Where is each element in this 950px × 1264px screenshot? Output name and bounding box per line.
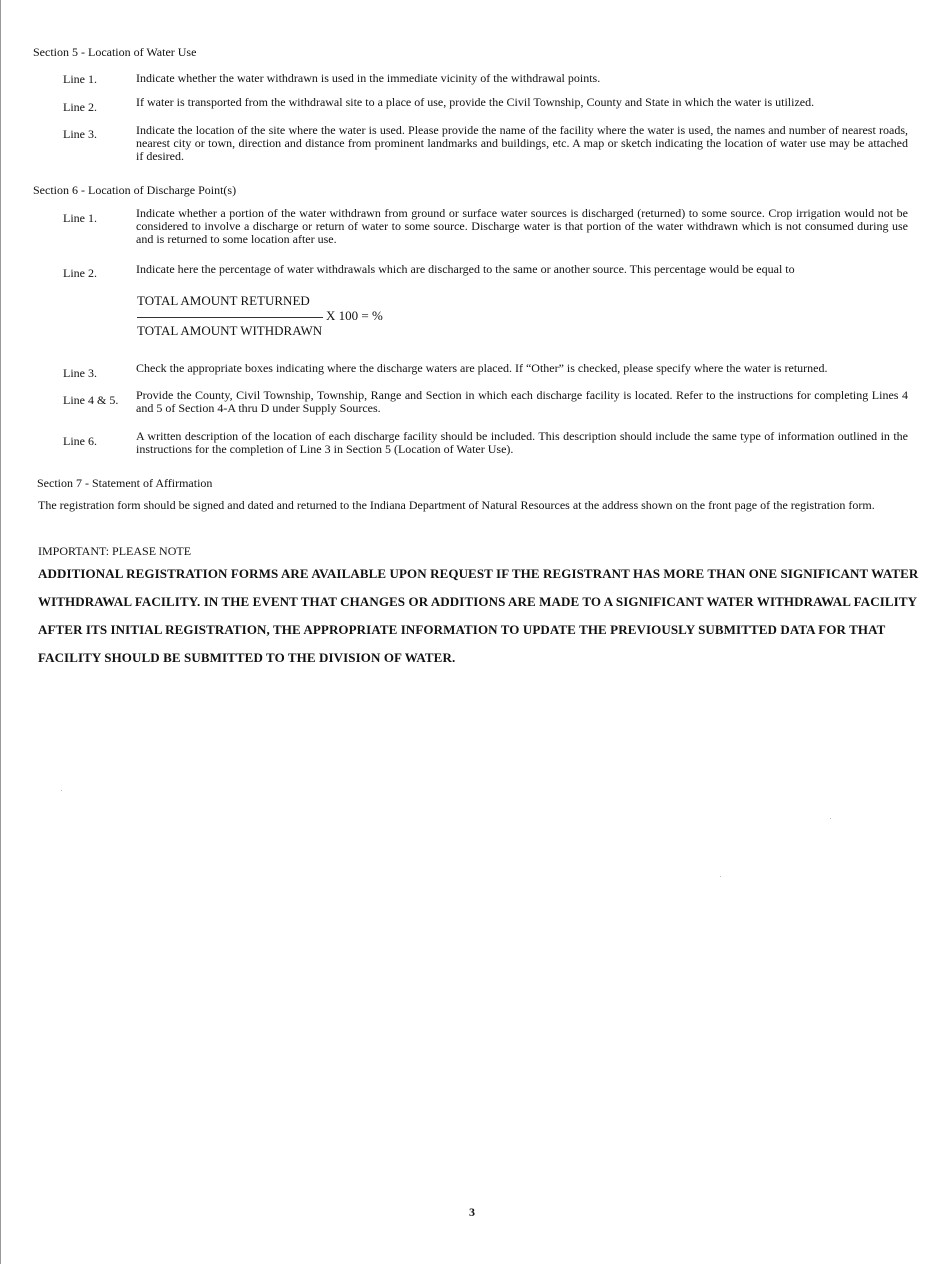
formula-multiplier: X 100 = % xyxy=(326,308,383,323)
s6-line-2-text: Indicate here the percentage of water withdrawals which are discharged to the same or another source. This percentage would be equal to xyxy=(136,262,795,276)
s6-line-2-label: Line 2. xyxy=(63,266,97,280)
important-line-3: AFTER ITS INITIAL REGISTRATION, THE APPROPRIATE INFORMATION TO UPDATE THE PREVIOUSLY SUBMITTED DATA FOR THAT xyxy=(38,622,886,637)
s5-line-2-text: If water is transported from the withdrawal site to a place of use, provide the Civil Township, County and State in which the water is utilized. xyxy=(136,95,815,109)
s5-line-3-text: Indicate the location of the site where the water is used. Please provide the name of the facility where the water is used, the names and number of nearest roads, nearest city or town, direction and distance from prominent landmarks and buildings, etc. A map or sketch indicating the location of water use may be attached if desired. xyxy=(136,123,908,163)
s5-line-3-label: Line 3. xyxy=(63,127,97,141)
s6-line-3-label: Line 3. xyxy=(63,366,97,380)
s6-line-6-label: Line 6. xyxy=(63,434,97,448)
formula-numerator: TOTAL AMOUNT RETURNED xyxy=(137,293,310,308)
important-label: IMPORTANT: PLEASE NOTE xyxy=(38,544,192,558)
formula-denominator: TOTAL AMOUNT WITHDRAWN xyxy=(137,323,323,338)
formula-fraction-bar xyxy=(137,317,323,318)
important-line-1: ADDITIONAL REGISTRATION FORMS ARE AVAILABLE UPON REQUEST IF THE REGISTRANT HAS MORE THAN ONE SIGNIFICANT WATER xyxy=(38,566,919,581)
s5-line-2-label: Line 2. xyxy=(63,100,97,114)
important-line-4: FACILITY SHOULD BE SUBMITTED TO THE DIVISION OF WATER. xyxy=(38,650,456,665)
s6-line-1-label: Line 1. xyxy=(63,211,97,225)
scan-speck xyxy=(61,790,62,791)
s6-line-3-text: Check the appropriate boxes indicating where the discharge waters are placed. If “Other” is checked, please specify where the water is returned. xyxy=(136,361,828,375)
section-7-heading: Section 7 - Statement of Affirmation xyxy=(37,476,213,490)
s6-line-6-text: A written description of the location of each discharge facility should be included. This description should include the same type of information outlined in the instructions for the completion of Line 3 in Section 5 (Location of Water Use). xyxy=(136,429,908,456)
scan-speck xyxy=(720,876,721,877)
page-number: 3 xyxy=(469,1205,475,1219)
s6-line-4-5-text: Provide the County, Civil Township, Township, Range and Section in which each discharge facility is located. Refer to the instructions for completing Lines 4 and 5 of Section 4-A thru D under Supply Sources. xyxy=(136,388,908,415)
section-5-heading: Section 5 - Location of Water Use xyxy=(33,45,197,59)
s6-line-1-text: Indicate whether a portion of the water withdrawn from ground or surface water sources is discharged (returned) to some source. Crop irrigation would not be considered to involve a discharge or return of water to some source. Discharge water is that portion of the water withdrawn which is not consumed during use and is returned to some location after use. xyxy=(136,206,908,246)
s5-line-1-text: Indicate whether the water withdrawn is used in the immediate vicinity of the withdrawal points. xyxy=(136,71,601,85)
page-edge xyxy=(0,0,1,1264)
section-7-text: The registration form should be signed and dated and returned to the Indiana Department of Natural Resources at the address shown on the front page of the registration form. xyxy=(38,498,875,512)
section-6-heading: Section 6 - Location of Discharge Point(s) xyxy=(33,183,237,197)
s6-line-4-5-label: Line 4 & 5. xyxy=(63,393,119,407)
scan-speck xyxy=(830,818,831,819)
s5-line-1-label: Line 1. xyxy=(63,72,97,86)
important-line-2: WITHDRAWAL FACILITY. IN THE EVENT THAT CHANGES OR ADDITIONS ARE MADE TO A SIGNIFICANT WATER WITHDRAWAL FACILITY xyxy=(38,594,918,609)
